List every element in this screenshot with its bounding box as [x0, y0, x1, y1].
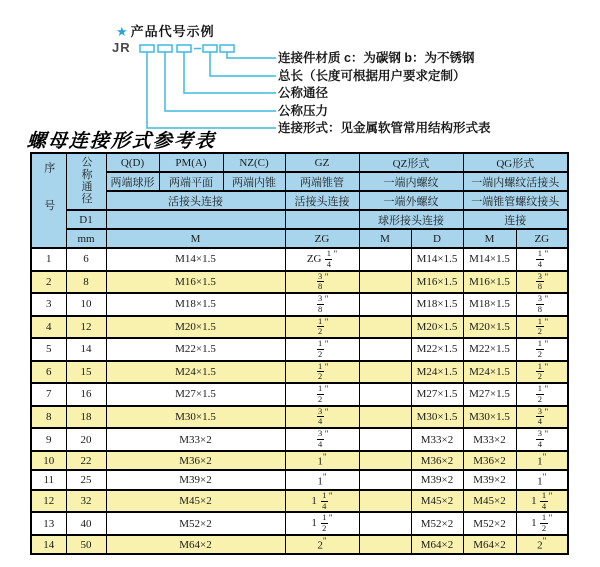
header-conn-union-gz: 活接头连接	[285, 191, 359, 210]
cell-qg_zg: 2"	[516, 535, 568, 555]
cell-qg_zg	[516, 248, 568, 271]
cell-qg_zg	[516, 271, 568, 294]
table-body	[31, 248, 568, 554]
cell-mm: 6	[66, 248, 106, 271]
header-unit-d: D	[411, 229, 463, 248]
cell-qz_d: M20×1.5	[411, 316, 463, 339]
cell-m: M30×1.5	[106, 406, 285, 429]
leader-line-material	[227, 52, 276, 58]
header-end-qg: 一端内螺纹活接头	[463, 172, 568, 191]
fraction: $\frac{3}{8}$	[537, 270, 543, 292]
cell-zg	[285, 361, 359, 384]
inch-mark: "	[544, 406, 549, 417]
inch-mark: "	[542, 452, 547, 463]
cell-zg	[285, 383, 359, 406]
inch-mark: "	[544, 271, 549, 282]
inch-mark: "	[544, 249, 549, 260]
cell-zg	[285, 316, 359, 339]
inch-mark: "	[324, 361, 329, 372]
cell-mm: 14	[66, 338, 106, 361]
cell-qz_d: M14×1.5	[411, 248, 463, 271]
cell-no: 8	[31, 406, 66, 429]
inch-mark: "	[548, 490, 553, 501]
inch-mark: "	[544, 294, 549, 305]
cell-no: 11	[31, 470, 66, 490]
fraction: $\frac{3}{4}$	[318, 428, 323, 450]
cell-qz_m	[359, 248, 411, 271]
cell-zg	[285, 428, 359, 451]
cell-mm: 50	[66, 535, 106, 555]
cell-qz_m	[359, 406, 411, 429]
cell-qz_d: M39×2	[411, 470, 463, 490]
cell-m: M36×2	[106, 451, 285, 471]
cell-m: M64×2	[106, 535, 285, 555]
cell-m: M33×2	[106, 428, 285, 451]
cell-qg_zg	[516, 293, 568, 316]
cell-qz_m	[359, 316, 411, 339]
header-group-nzc: NZ(C)	[223, 153, 285, 172]
header-connect: 连接	[463, 210, 568, 229]
table-row	[31, 338, 568, 361]
cell-zg: 2"	[285, 535, 359, 555]
header-unit-m2: M	[359, 229, 411, 248]
cell-qg_zg	[516, 316, 568, 339]
cell-qg_m: M64×2	[463, 535, 516, 555]
fraction: $\frac{1}{2}$	[537, 315, 543, 337]
header-group-gz: GZ	[285, 153, 359, 172]
cell-qg_m: M33×2	[463, 428, 516, 451]
cell-zg: 1"	[285, 470, 359, 490]
cell-qg_m: M24×1.5	[463, 361, 516, 384]
fraction: $\frac{3}{4}$	[318, 405, 323, 427]
fraction: $\frac{1}{2}$	[318, 383, 323, 404]
table-header	[31, 153, 568, 248]
cell-zg: 1"	[285, 451, 359, 471]
cell-no: 14	[31, 535, 66, 555]
cell-qg_zg: 1 $\frac{1}{2}$ "	[516, 512, 568, 535]
fraction: $\frac{3}{8}$	[318, 293, 323, 314]
cell-qz_d: M64×2	[411, 535, 463, 555]
cell-mm: 20	[66, 428, 106, 451]
cell-qg_m: M45×2	[463, 490, 516, 513]
inch-mark: "	[328, 490, 333, 501]
cell-qg_zg: 1 $\frac{1}{4}$ "	[516, 490, 568, 513]
cell-qz_m	[359, 383, 411, 406]
cell-qz_m	[359, 428, 411, 451]
cell-qz_d: M27×1.5	[411, 383, 463, 406]
code-box-3	[177, 45, 191, 52]
fraction: $\frac{1}{2}$	[537, 360, 543, 382]
fraction: $\frac{1}{2}$	[318, 360, 323, 382]
product-code-prefix: JR	[112, 40, 131, 55]
header-end-pma: 两端平面	[159, 172, 223, 191]
header-blank-gz	[285, 210, 359, 229]
cell-qz_m	[359, 271, 411, 294]
table-row	[31, 361, 568, 384]
header-unit-m1: M	[106, 229, 285, 248]
cell-qz_m	[359, 490, 411, 513]
fraction: $\frac{3}{4}$	[537, 405, 543, 427]
cell-qz_m	[359, 470, 411, 490]
cell-qz_d: M18×1.5	[411, 293, 463, 316]
fraction: $\frac{3}{4}$	[537, 428, 543, 450]
cell-qg_zg: 1"	[516, 451, 568, 471]
cell-no: 5	[31, 338, 66, 361]
table-row	[31, 248, 568, 271]
cell-mm: 15	[66, 361, 106, 384]
header-row-groups	[31, 153, 568, 172]
fraction: $\frac{1}{2}$	[541, 512, 547, 534]
inch-mark: "	[322, 471, 327, 482]
star-icon: ★	[116, 24, 129, 39]
table-row	[31, 428, 568, 451]
label-nominal-pressure: 公称压力	[278, 104, 329, 118]
inch-mark: "	[322, 536, 327, 547]
cell-qg_m: M52×2	[463, 512, 516, 535]
inch-mark: "	[324, 316, 329, 327]
code-box-2	[158, 45, 172, 52]
inch-mark: "	[548, 513, 553, 524]
header-end-qz: 一端内螺纹	[359, 172, 463, 191]
cell-no: 6	[31, 361, 66, 384]
cell-zg: 1 $\frac{1}{4}$ "	[285, 490, 359, 513]
code-box-5	[220, 45, 234, 52]
inch-mark: "	[324, 406, 329, 417]
label-total-length: 总长（长度可根据用户要求定制）	[278, 69, 466, 83]
inch-mark: "	[324, 339, 329, 350]
table-title: 螺母连接形式参考表	[26, 131, 217, 152]
table-row	[31, 293, 568, 316]
header-seq: 序号	[31, 153, 66, 248]
fraction: $\frac{1}{2}$	[537, 338, 543, 359]
cell-mm: 25	[66, 470, 106, 490]
fraction: $\frac{3}{8}$	[318, 270, 323, 292]
diagram-title-text: 产品代号示例	[130, 24, 215, 39]
cell-qg_m: M27×1.5	[463, 383, 516, 406]
header-end-nzc: 两端内锥	[223, 172, 285, 191]
header-group-qd: Q(D)	[106, 153, 159, 172]
leader-line-length	[210, 52, 276, 76]
leader-line-pressure	[165, 52, 276, 111]
inch-mark: "	[324, 384, 329, 395]
cell-qg_zg	[516, 406, 568, 429]
code-box-1	[140, 45, 154, 52]
cell-no: 4	[31, 316, 66, 339]
table-row	[31, 271, 568, 294]
cell-mm: 40	[66, 512, 106, 535]
header-end-gz: 两端锥管	[285, 172, 359, 191]
header-row-units	[31, 229, 568, 248]
cell-qg_zg	[516, 361, 568, 384]
header-end-qd: 两端球形	[106, 172, 159, 191]
fraction: $\frac{1}{2}$	[322, 512, 327, 534]
table-row	[31, 535, 568, 555]
cell-qg_m: M36×2	[463, 451, 516, 471]
inch-mark: "	[542, 536, 547, 547]
inch-mark: "	[544, 339, 549, 350]
table-row	[31, 451, 568, 471]
table-row	[31, 383, 568, 406]
cell-qg_zg	[516, 338, 568, 361]
cell-mm: 16	[66, 383, 106, 406]
header-conn-qg-taper: 一端锥管螺纹接头	[463, 191, 568, 210]
label-nominal-diameter: 公称通径	[278, 86, 329, 100]
cell-no: 9	[31, 428, 66, 451]
fraction: $\frac{1}{4}$	[326, 248, 331, 269]
cell-zg	[285, 406, 359, 429]
header-group-pma: PM(A)	[159, 153, 223, 172]
table-row	[31, 470, 568, 490]
cell-m: M20×1.5	[106, 316, 285, 339]
inch-mark: "	[333, 249, 338, 260]
cell-m: M18×1.5	[106, 293, 285, 316]
inch-mark: "	[322, 452, 327, 463]
code-box-4	[203, 45, 217, 52]
inch-mark: "	[542, 471, 547, 482]
cell-mm: 8	[66, 271, 106, 294]
nut-connection-table	[30, 152, 569, 555]
header-row-endtype	[31, 172, 568, 191]
inch-mark: "	[544, 429, 549, 440]
header-blank-mid	[106, 210, 285, 229]
header-row-connection	[31, 191, 568, 210]
cell-qz_m	[359, 361, 411, 384]
cell-m: M27×1.5	[106, 383, 285, 406]
cell-no: 7	[31, 383, 66, 406]
cell-qz_d: M24×1.5	[411, 361, 463, 384]
cell-qg_zg: 1"	[516, 470, 568, 490]
cell-qg_m: M20×1.5	[463, 316, 516, 339]
cell-qz_m	[359, 338, 411, 361]
header-row-d1	[31, 210, 568, 229]
cell-mm: 32	[66, 490, 106, 513]
cell-qz_m	[359, 535, 411, 555]
cell-m: M16×1.5	[106, 271, 285, 294]
label-connector-material: 连接件材质 c：为碳钢 b：为不锈钢	[278, 51, 475, 65]
cell-no: 13	[31, 512, 66, 535]
header-conn-qz-ext: 一端外螺纹	[359, 191, 463, 210]
cell-qg_m: M18×1.5	[463, 293, 516, 316]
cell-mm: 18	[66, 406, 106, 429]
fraction: $\frac{1}{4}$	[322, 489, 327, 511]
header-nominal: 公称通径	[66, 153, 106, 210]
cell-zg: ZG $\frac{1}{4}$ "	[285, 248, 359, 271]
cell-zg	[285, 293, 359, 316]
cell-qz_m	[359, 293, 411, 316]
cell-mm: 22	[66, 451, 106, 471]
cell-no: 10	[31, 451, 66, 471]
cell-qz_d: M36×2	[411, 451, 463, 471]
cell-qz_d: M22×1.5	[411, 338, 463, 361]
fraction: $\frac{1}{4}$	[537, 248, 543, 269]
inch-mark: "	[544, 384, 549, 395]
inch-mark: "	[328, 513, 333, 524]
cell-qg_zg	[516, 383, 568, 406]
fraction: $\frac{1}{2}$	[537, 383, 543, 404]
cell-zg: 1 $\frac{1}{2}$ "	[285, 512, 359, 535]
cell-qg_m: M14×1.5	[463, 248, 516, 271]
cell-qz_m	[359, 451, 411, 471]
cell-no: 3	[31, 293, 66, 316]
cell-no: 12	[31, 490, 66, 513]
cell-qg_m: M30×1.5	[463, 406, 516, 429]
inch-mark: "	[324, 294, 329, 305]
label-connection-form: 连接形式：见金属软管常用结构形式表	[278, 121, 491, 135]
diagram-title	[116, 21, 215, 40]
inch-mark: "	[324, 271, 329, 282]
header-mm: mm	[66, 229, 106, 248]
leader-line-form	[147, 52, 276, 128]
cell-mm: 12	[66, 316, 106, 339]
cell-m: M24×1.5	[106, 361, 285, 384]
fraction: $\frac{1}{2}$	[318, 315, 323, 337]
header-unit-zg1: ZG	[285, 229, 359, 248]
inch-mark: "	[324, 429, 329, 440]
cell-m: M39×2	[106, 470, 285, 490]
cell-mm: 10	[66, 293, 106, 316]
cell-zg	[285, 271, 359, 294]
header-d1: D1	[66, 210, 106, 229]
fraction: $\frac{1}{4}$	[541, 489, 547, 511]
cell-qz_d: M45×2	[411, 490, 463, 513]
cell-qg_m: M22×1.5	[463, 338, 516, 361]
table-row	[31, 406, 568, 429]
cell-m: M14×1.5	[106, 248, 285, 271]
cell-m: M45×2	[106, 490, 285, 513]
cell-qg_m: M39×2	[463, 470, 516, 490]
cell-no: 2	[31, 271, 66, 294]
fraction: $\frac{3}{8}$	[537, 293, 543, 314]
header-unit-zg2: ZG	[516, 229, 568, 248]
cell-qz_d: M33×2	[411, 428, 463, 451]
table-row	[31, 490, 568, 513]
header-conn-union: 活接头连接	[106, 191, 285, 210]
cell-zg	[285, 338, 359, 361]
header-ball-joint: 球形接头连接	[359, 210, 463, 229]
inch-mark: "	[544, 316, 549, 327]
cell-m: M52×2	[106, 512, 285, 535]
inch-mark: "	[544, 361, 549, 372]
header-group-qg: QG形式	[463, 153, 568, 172]
cell-qz_m	[359, 512, 411, 535]
cell-no: 1	[31, 248, 66, 271]
cell-qg_zg	[516, 428, 568, 451]
cell-qz_d: M16×1.5	[411, 271, 463, 294]
fraction: $\frac{1}{2}$	[318, 338, 323, 359]
table-row	[31, 316, 568, 339]
table-row	[31, 512, 568, 535]
cell-qg_m: M16×1.5	[463, 271, 516, 294]
cell-qz_d: M52×2	[411, 512, 463, 535]
cell-qz_d: M30×1.5	[411, 406, 463, 429]
header-group-qz: QZ形式	[359, 153, 463, 172]
cell-m: M22×1.5	[106, 338, 285, 361]
header-unit-m3: M	[463, 229, 516, 248]
